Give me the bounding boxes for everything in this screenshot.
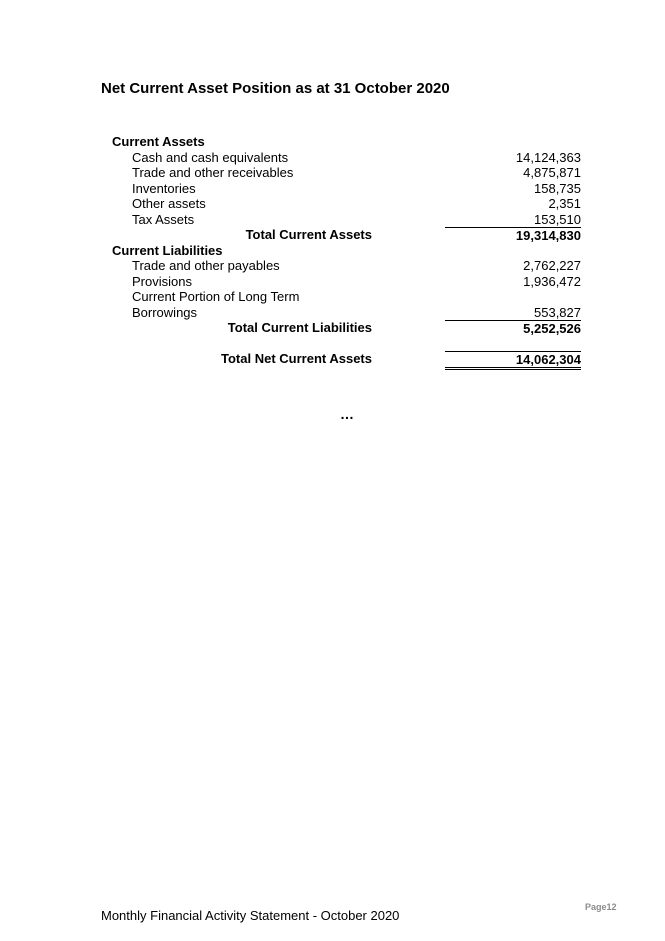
statement-row: [112, 274, 588, 290]
row-value: 1,936,472: [523, 273, 581, 289]
row-label: Cash and cash equivalents: [132, 149, 289, 165]
total-current-liabilities-value: 5,252,526: [445, 320, 581, 337]
row-value: 2,762,227: [523, 258, 581, 273]
total-current-liabilities-row: [112, 320, 588, 336]
row-value: 2,351: [548, 196, 581, 211]
total-current-assets-label: Total Current Assets: [245, 227, 372, 242]
row-value: 553,827: [534, 304, 581, 320]
section-heading-label: Current Assets: [112, 134, 205, 149]
statement-row: [112, 196, 588, 212]
row-value: 4,875,871: [523, 165, 581, 180]
total-current-liabilities-label: Total Current Liabilities: [227, 320, 372, 335]
row-label: Trade and other payables: [132, 258, 280, 273]
row-label: Other assets: [132, 196, 206, 211]
page-footer: Monthly Financial Activity Statement - October 2020: [101, 908, 400, 923]
row-label: Inventories: [132, 180, 196, 196]
row-value: 14,124,363: [515, 149, 581, 165]
total-current-assets-value: 19,314,830: [445, 227, 581, 244]
row-label: Tax Assets: [132, 211, 195, 227]
statement-row: [112, 165, 588, 181]
total-net-current-assets-value: 14,062,304: [445, 351, 581, 370]
section-heading-current-assets: [112, 134, 588, 150]
row-label: Borrowings: [132, 304, 198, 320]
statement-row: [112, 305, 588, 321]
continuation-ellipsis: …: [340, 406, 355, 422]
total-current-assets-row: [112, 227, 588, 243]
row-label: Provisions: [132, 273, 192, 289]
statement-row: [112, 258, 588, 274]
statement-row: [112, 289, 588, 305]
section-heading-current-liabilities: [112, 243, 588, 259]
net-current-asset-statement: [112, 134, 588, 367]
statement-row: [112, 150, 588, 166]
page-number: Page12: [585, 902, 617, 912]
row-label: Trade and other receivables: [132, 165, 294, 180]
section-heading-label: Current Liabilities: [112, 242, 223, 258]
total-net-current-assets-row: [112, 351, 588, 367]
row-value: 158,735: [534, 180, 581, 196]
page-title: Net Current Asset Position as at 31 October 2020: [101, 80, 450, 97]
statement-row: [112, 212, 588, 228]
row-value: 153,510: [534, 211, 581, 227]
row-label: Current Portion of Long Term: [132, 289, 300, 304]
total-net-current-assets-label: Total Net Current Assets: [221, 351, 372, 366]
row-spacer: [112, 336, 588, 352]
statement-row: [112, 181, 588, 197]
